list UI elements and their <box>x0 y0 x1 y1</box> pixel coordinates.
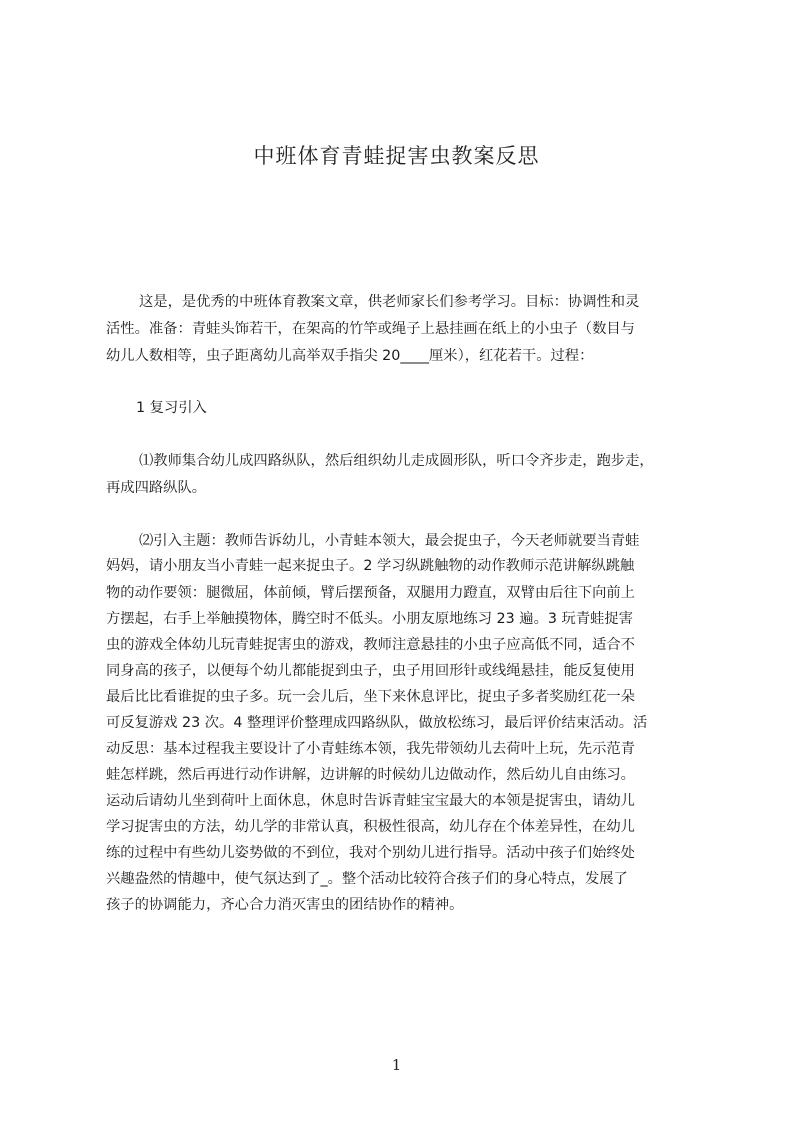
intro-line-2: 活性。准备：青蛙头饰若干，在架高的竹竿或绳子上悬挂画在纸上的小虫子（数目与 <box>106 321 635 337</box>
section-heading: 1 复习引入 <box>136 400 207 416</box>
step-2-line-3: 物的动作要领：腿微屈，体前倾，臂后摆预备，双腿用力蹬直，双臂由后往下向前上 <box>106 585 635 601</box>
document-title: 中班体育青蛙捉害虫教案反思 <box>253 144 540 168</box>
step-1-line-2: 再成四路纵队。 <box>106 480 207 496</box>
step-2-line-6: 同身高的孩子，以便每个幼儿都能捉到虫子，虫子用回形针或线绳悬挂，能反复使用 <box>106 663 635 679</box>
intro-line-1: 这是，是优秀的中班体育教案文章，供老师家长们参考学习。目标：协调性和灵 <box>139 294 640 310</box>
step-2-line-11: 运动后请幼儿坐到荷叶上面休息，休息时告诉青蛙宝宝最大的本领是捉害虫，请幼儿 <box>106 793 635 809</box>
step-2-line-5: 虫的游戏全体幼儿玩青蛙捉害虫的游戏，教师注意悬挂的小虫子应高低不同，适合不 <box>106 637 635 653</box>
step-2-line-4: 方摆起，右手上举触摸物体，腾空时不低头。小朋友原地练习 23 遍。3 玩青蛙捉害 <box>106 611 634 627</box>
step-2-line-14: 兴趣盎然的情趣中，使气氛达到了_。整个活动比较符合孩子们的身心特点，发展了 <box>106 871 628 887</box>
page-number: 1 <box>391 1056 402 1074</box>
step-2-line-7: 最后比比看谁捉的虫子多。玩一会儿后，坐下来休息评比，捉虫子多者奖励红花一朵 <box>106 689 635 705</box>
step-1-line-1: ⑴教师集合幼儿成四路纵队，然后组织幼儿走成圆形队，听口令齐步走，跑步走， <box>139 453 654 469</box>
step-2-line-8: 可反复游戏 23 次。4 整理评价整理成四路纵队，做放松练习，最后评价结束活动。活 <box>106 715 648 731</box>
step-2-line-9: 动反思：基本过程我主要设计了小青蛙练本领，我先带领幼儿去荷叶上玩，先示范青 <box>106 741 635 757</box>
step-2-line-13: 练的过程中有些幼儿姿势做的不到位，我对个别幼儿进行指导。活动中孩子们始终处 <box>106 845 635 861</box>
step-2-line-10: 蛙怎样跳，然后再进行动作讲解，边讲解的时候幼儿边做动作，然后幼儿自由练习。 <box>106 767 635 783</box>
step-2-line-2: 妈妈，请小朋友当小青蛙一起来捉虫子。2 学习纵跳触物的动作教师示范讲解纵跳触 <box>106 558 635 574</box>
step-2-line-15: 孩子的协调能力，齐心合力消灭害虫的团结协作的精神。 <box>106 897 464 913</box>
step-2-line-12: 学习捉害虫的方法，幼儿学的非常认真，积极性很高，幼儿存在个体差异性，在幼儿 <box>106 819 635 835</box>
step-2-line-1: ⑵引入主题：教师告诉幼儿，小青蛙本领大，最会捉虫子，今天老师就要当青蛙 <box>139 533 640 549</box>
intro-line-3: 幼儿人数相等，虫子距离幼儿高举双手指尖 20____厘米），红花若干。过程： <box>106 348 594 364</box>
